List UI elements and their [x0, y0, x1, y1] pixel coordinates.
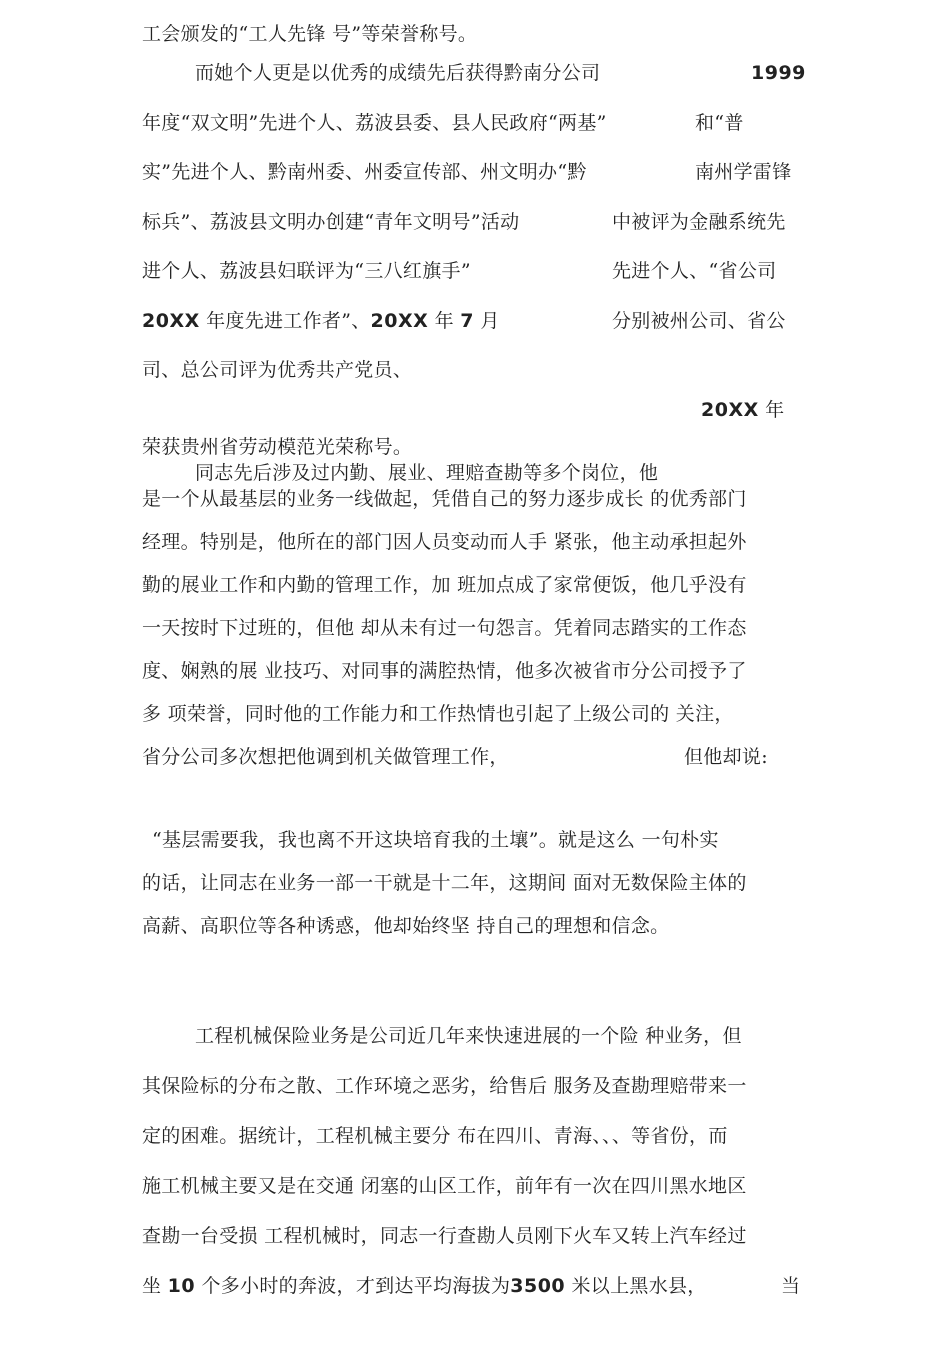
text-line [142, 573, 747, 597]
text-run: 定的困难。据统计，工程机械主要分 布在四川、青海、、、等省份，而 [142, 1125, 728, 1147]
text-line [781, 1274, 800, 1298]
text-run: 施工机械主要又是在交通 闭塞的山区工作，前年有一次在四川黑水地区 [142, 1175, 747, 1197]
text-run: 高薪、高职位等各种诱惑，他却始终坚 持自己的理想和信念。 [142, 915, 670, 937]
text-line [142, 1274, 707, 1298]
text-run: 一天按时下过班的，但他 却从未有过一句怨言。凭着同志踏实的工作态 [142, 617, 747, 639]
text-line [142, 259, 471, 283]
text-line [152, 828, 719, 852]
text-line [142, 1224, 747, 1248]
text-run: 分别被州公司、省公 [612, 310, 786, 332]
text-line [142, 745, 509, 769]
text-line [142, 309, 500, 333]
month-number: 7 [460, 310, 474, 332]
text-line [142, 616, 747, 640]
text-line [142, 160, 587, 184]
text-line [612, 309, 786, 333]
text-run: 荣获贵州省劳动模范光荣称号。 [142, 436, 413, 458]
text-line [142, 22, 477, 46]
text-run: 年 [434, 310, 454, 332]
text-run: 省分公司多次想把他调到机关做管理工作， [142, 746, 509, 768]
text-line [142, 111, 607, 135]
hours-number: 10 [167, 1275, 196, 1297]
text-run: 度、娴熟的展 业技巧、对同事的满腔热情，他多次被省市分公司授予了 [142, 660, 747, 682]
text-run: “基层需要我，我也离不开这块培育我的土壤”。就是这么 一句朴实 [152, 829, 719, 851]
text-run: 实”先进个人、黔南州委、州委宣传部、州文明办“黔 [142, 161, 587, 183]
text-line [701, 398, 784, 422]
text-line [142, 435, 412, 459]
text-line [142, 1174, 747, 1198]
year-number: 20XX [370, 310, 429, 332]
text-line [142, 487, 747, 511]
text-run: 但他却说: [684, 746, 768, 768]
text-line [142, 914, 669, 938]
text-run: 标兵”、荔波县文明办创建“青年文明号”活动 [142, 211, 520, 233]
text-run: 和“普 [695, 112, 744, 134]
text-line [695, 160, 792, 184]
text-line [612, 259, 776, 283]
text-run: 同志先后涉及过内勤、展业、理赔查勘等多个岗位，他 [195, 462, 659, 484]
text-run: 的话，让同志在业务一部一干就是十二年，这期间 面对无数保险主体的 [142, 872, 747, 894]
text-run: 勤的展业工作和内勤的管理工作，加 班加点成了家常便饭，他几乎没有 [142, 574, 747, 596]
text-run: 工会颁发的“工人先锋 号”等荣誉称号。 [142, 23, 478, 45]
text-line [142, 871, 747, 895]
text-line [195, 1024, 742, 1048]
year-number: 20XX [701, 399, 759, 421]
text-run: 当 [781, 1275, 801, 1297]
text-run: 是一个从最基层的业务一线做起，凭借自己的努力逐步成长 的优秀部门 [142, 488, 747, 510]
text-run: 经理。特别是，他所在的部门因人员变动而人手 紧张，他主动承担起外 [142, 531, 747, 553]
text-run: 司、总公司评为优秀共产党员、 [142, 359, 413, 381]
text-line [612, 210, 786, 234]
year-number: 20XX [142, 310, 200, 332]
text-line [142, 530, 747, 554]
text-line [695, 111, 744, 135]
text-run: 米以上黑水县， [571, 1275, 707, 1297]
text-run: 中被评为金融系统先 [612, 211, 786, 233]
text-line [142, 702, 734, 726]
text-line [142, 358, 412, 382]
text-run: 月 [480, 310, 500, 332]
text-run: 进个人、荔波县妇联评为“三八红旗手” [142, 260, 471, 282]
text-line [195, 461, 658, 485]
text-run: 年度“双文明”先进个人、荔波县委、县人民政府“两基” [142, 112, 607, 134]
text-line [684, 745, 768, 769]
text-line [195, 61, 600, 85]
text-line [142, 210, 519, 234]
text-run: 而她个人更是以优秀的成绩先后获得黔南分公司 [195, 62, 601, 84]
text-line [142, 1074, 747, 1098]
text-line [142, 1124, 728, 1148]
text-run: 1999 [751, 62, 806, 84]
text-run: 其保险标的分布之散、工作环境之恶劣，给售后 服务及查勘理赔带来一 [142, 1075, 747, 1097]
text-run: 查勘一台受损 工程机械时，同志一行查勘人员刚下火车又转上汽车经过 [142, 1225, 747, 1247]
text-run: 个多小时的奔波，才到达平均海拔为 [201, 1275, 511, 1297]
text-run: 工程机械保险业务是公司近几年来快速进展的一个险 种业务，但 [195, 1025, 742, 1047]
year-number [751, 61, 806, 85]
text-run: 坐 [142, 1275, 162, 1297]
text-run: 南州学雷锋 [695, 161, 792, 183]
text-run: 先进个人、“省公司 [612, 260, 777, 282]
altitude-number: 3500 [510, 1275, 566, 1297]
text-run: 年度先进工作者”、 [206, 310, 371, 332]
text-line [142, 659, 747, 683]
text-run: 年 [765, 399, 785, 421]
text-run: 多 项荣誉，同时他的工作能力和工作热情也引起了上级公司的 关注， [142, 703, 734, 725]
